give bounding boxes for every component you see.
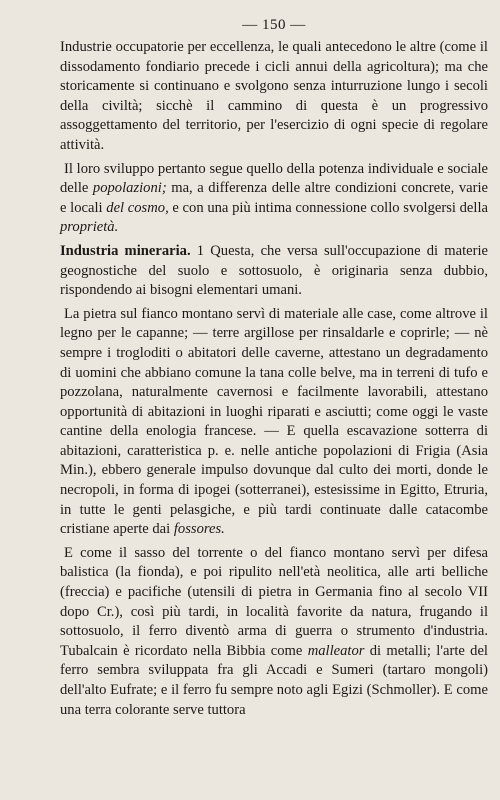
paragraph-text: 1 Questa, che versa sull'occupazione di materie geognostiche del suolo e sottosuolo, è originaria senza dubbio, rispondendo ai bisogni elementari umani. xyxy=(60,242,489,299)
paragraph-text: Industrie occupatorie per eccellenza, le quali antecedono le altre (come il dissodamento fondiario precede i cicli annui della agricoltura); ma che storicamente si continuano e svolgono senza inturruzione lungo i secoli della civiltà; sicchè il cammino di questa è un progressivo assoggettamento del territorio, per l'esercizio di ogni specie di regolare attività. xyxy=(60,39,488,153)
italic-term-popolazioni: popolazioni; xyxy=(92,180,167,197)
italic-term-fossores: fossores. xyxy=(173,521,225,538)
paragraph-sviluppo xyxy=(60,160,488,238)
paragraph-industrie-occupatorie xyxy=(60,38,488,156)
paragraph-text: di metalli; l'arte del ferro sembra sviluppata fra gli Accadi e Sumeri (tartaro mongoli) dell'alto Eufrate; e il ferro fu sempre noto agli Egizi (Schmoller). E come una terra colorante serve tuttora xyxy=(60,642,488,718)
italic-term-cosmo: del cosmo, xyxy=(106,199,169,216)
paragraph-industria-mineraria xyxy=(60,242,488,301)
section-title: Industria mineraria. xyxy=(60,242,191,259)
paragraph-sasso-torrente xyxy=(60,544,488,720)
italic-term-proprieta: proprietà. xyxy=(60,219,119,236)
paragraph-text: La pietra sul fianco montano servì di materiale alle case, come altrove il legno per le capanne; — terre argillose per rinsaldarle e coprirle; — nè sempre i trogloditi o abitatori delle caverne, attestano un degradamento di uomini che abbiano comune la tana colle belve, ma in terreni di tufo e pozzolana, naturalmente cavernosi e facilmente lavorabili, attestano opportunità di abitazioni in luoghi riparati e asciutti; come oggi le vaste cantine della enologia francese. — E quella escavazione sotterra di abitazioni, caratteristica p. e. nelle antiche popolazioni di Frigia (Asia Min.), ebbero generale impulso dovunque dal culto dei morti, donde le necropoli, in forma di ipogei (sotterranei), estesissime in Egitto, Etruria, in tutte le genti pelasgiche, e più tardi continuate dalle catacombe cristiane aperte dai xyxy=(60,305,488,538)
paragraph-pietra xyxy=(60,305,488,540)
paragraph-text: Il loro sviluppo pertanto segue quello della potenza individuale e sociale delle xyxy=(60,160,488,197)
italic-term-malleator: malleator xyxy=(307,642,365,659)
paragraph-text: ma, a differenza delle altre condizioni concrete, varie e locali xyxy=(60,180,488,216)
paragraph-text: e con una più intima connessione collo svolgersi della xyxy=(168,199,488,216)
page-number: — 150 — xyxy=(242,17,306,33)
paragraph-text: E come il sasso del torrente o del fianco montano servì per difesa balistica (la fionda), e poi ripulito nell'età neolitica, alle arti belliche (freccia) e pacifiche (utensili di pietra in Germania fino al secolo VII dopo Cr.), così più tardi, in località favorite da natura, frugando il sottosuolo, il ferro diventò arma di guerra o strumento d'industria. Tubalcain è ricordato nella Bibbia come xyxy=(60,544,488,659)
